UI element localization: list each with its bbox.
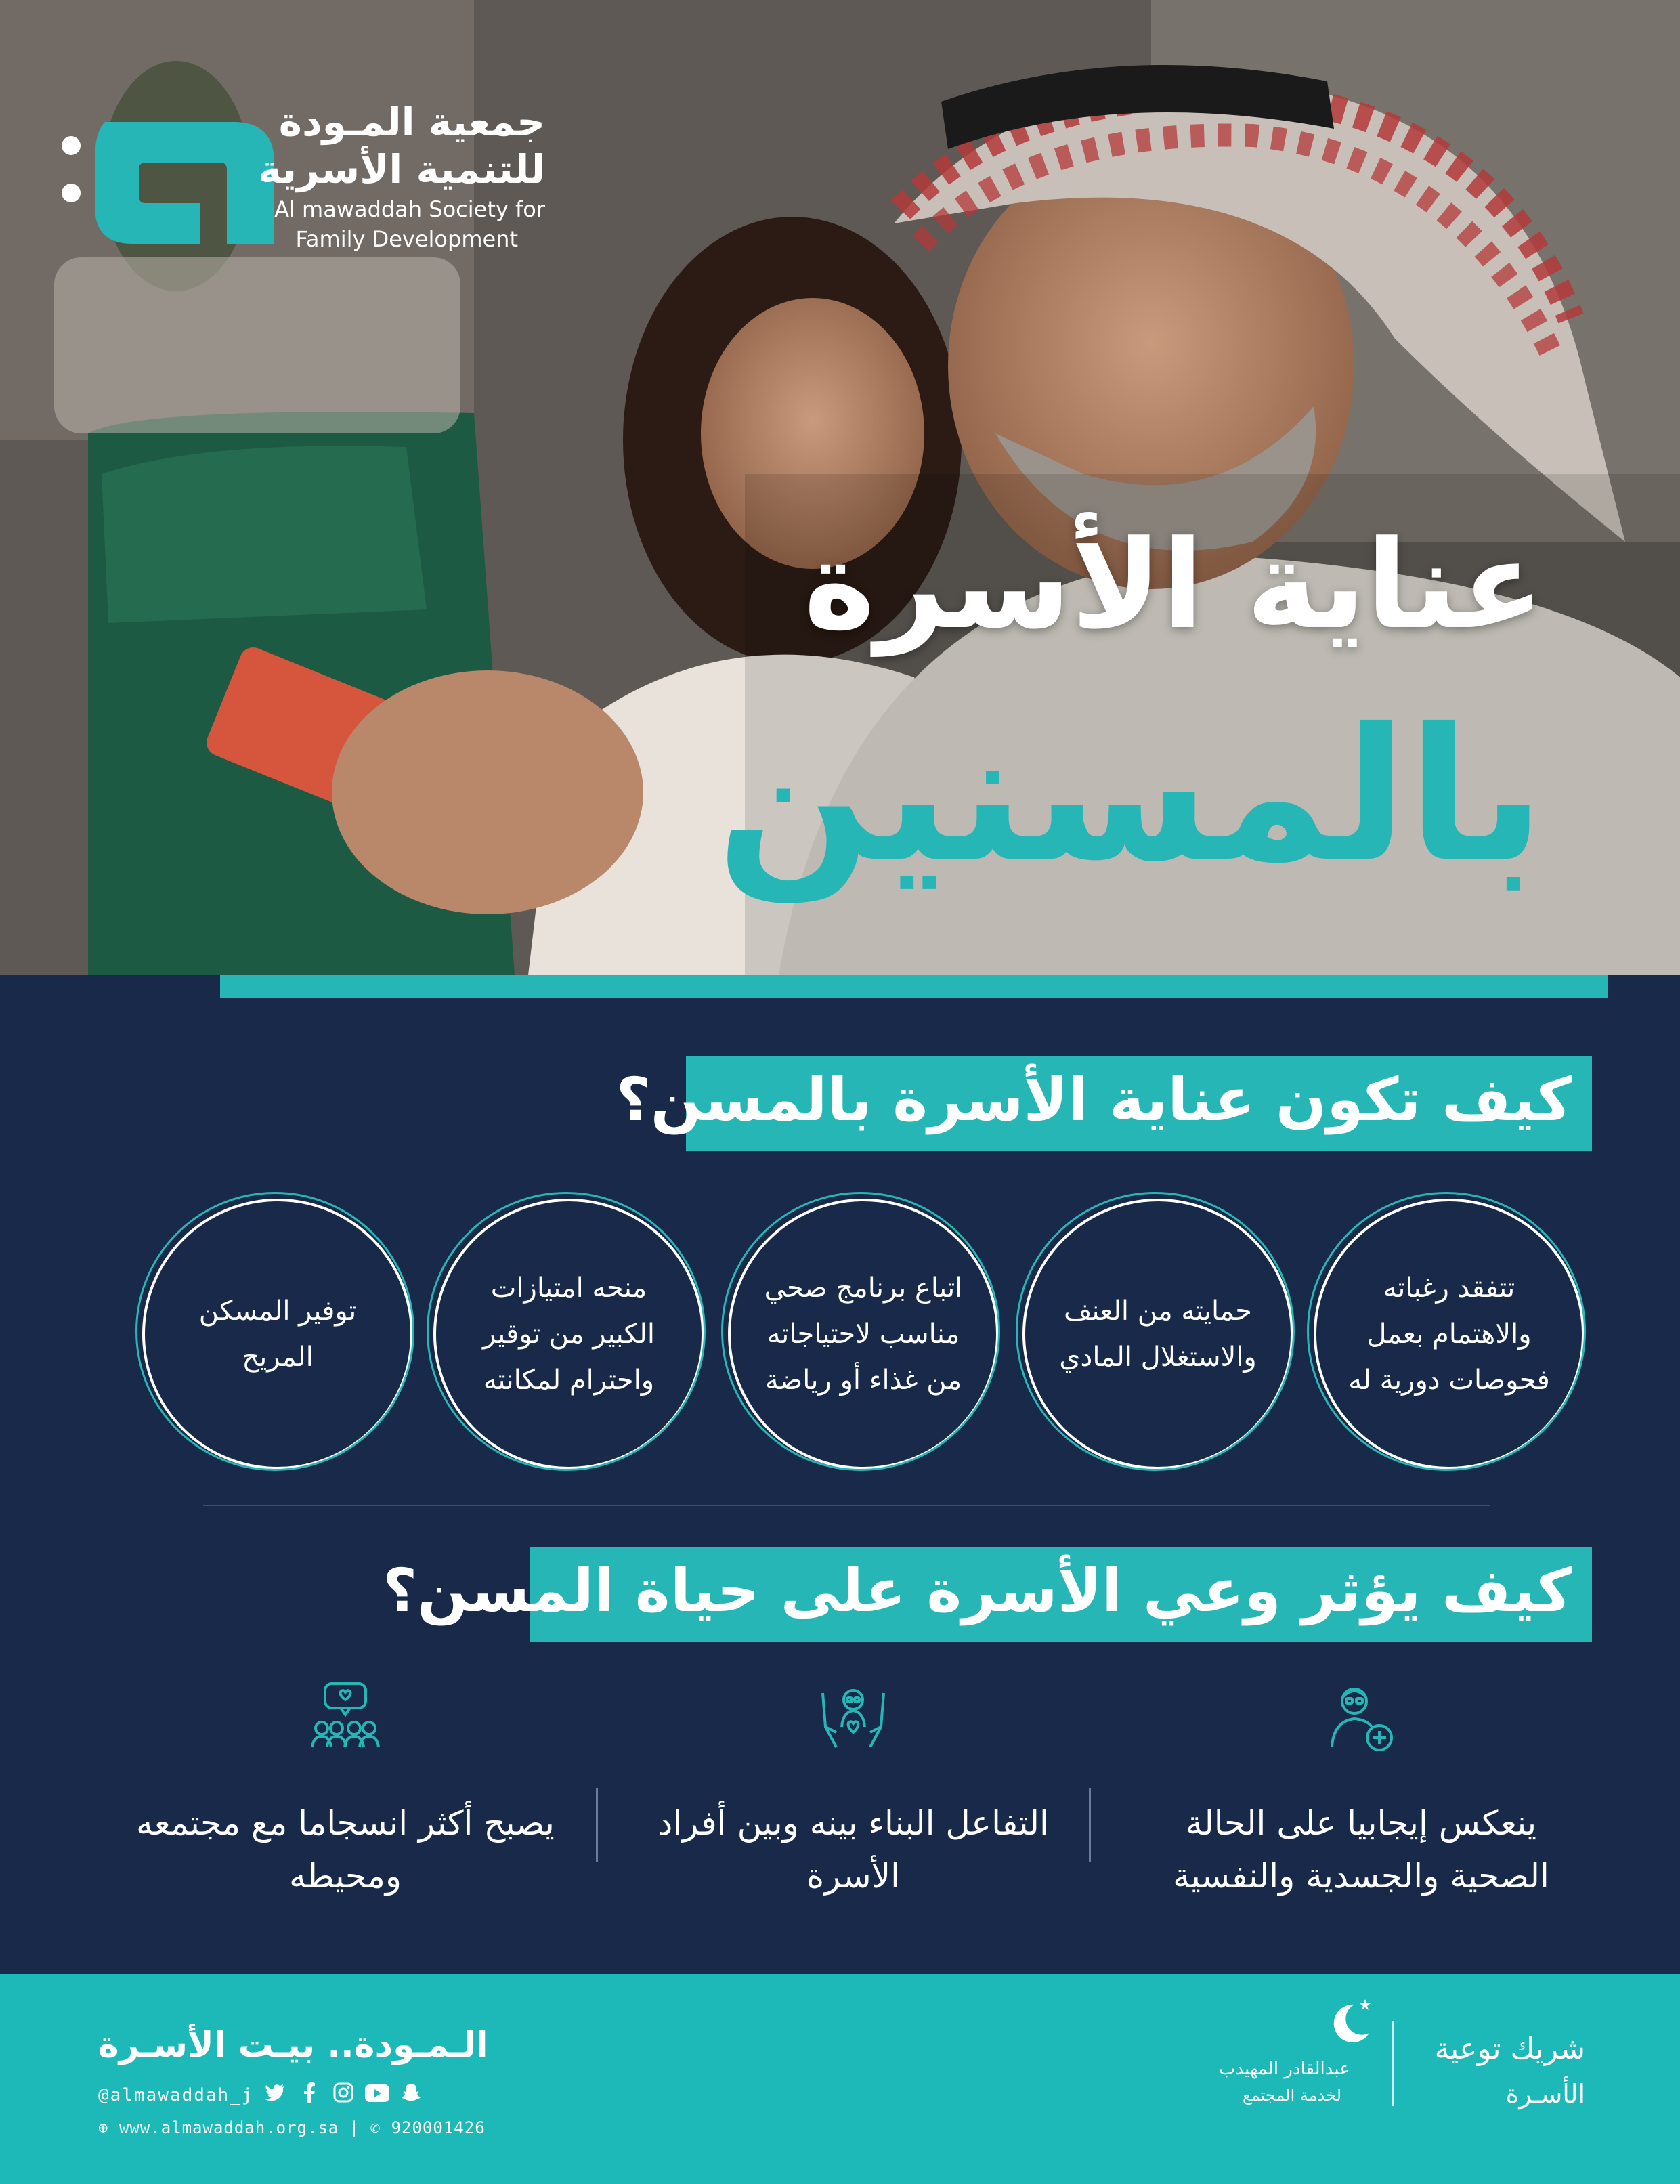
social-handle[interactable]: @almawaddah_j (98, 2085, 254, 2105)
logo-name-en-line1: Al mawaddah Society for (274, 196, 545, 222)
phone-icon: ✆ (370, 2118, 381, 2137)
effect-item (643, 1679, 1063, 1902)
care-item-circle (433, 1199, 704, 1470)
effect-item-text: ينعكس إيجابيا على الحالة الصحية والجسدية والنفسية (1173, 1803, 1549, 1896)
effect-item (1151, 1679, 1571, 1902)
effect-item-text: يصبح أكثر انسجاما مع مجتمعه ومحيطه (136, 1803, 555, 1896)
care-section-heading: كيف تكون عناية الأسرة بالمسن؟ (686, 1056, 1592, 1151)
partner-label-line2: الأسـرة (1505, 2079, 1585, 2109)
elder-health-plus-icon (1324, 1679, 1398, 1754)
accent-bar (220, 975, 1608, 998)
sponsor-subtitle: لخدمة المجتمع (1243, 2086, 1341, 2105)
contact-row (98, 2118, 486, 2137)
care-item-circle (1314, 1199, 1585, 1470)
youtube-icon[interactable] (365, 2084, 389, 2107)
footer (0, 1974, 1680, 2184)
care-item-circle (728, 1199, 999, 1470)
sponsor-name: عبدالقادر المهيدب (1219, 2059, 1350, 2079)
social-row (98, 2082, 423, 2108)
contact-separator: | (349, 2118, 370, 2137)
logo-name-ar-line1: جمعية المـودة (278, 99, 545, 145)
logo-name-en-line2: Family Development (295, 226, 518, 252)
section-divider (203, 1505, 1490, 1506)
logo-mark-icon (58, 95, 288, 257)
care-item-text: منحه امتيازات الكبير من توقير واحترام لمكانته (483, 1272, 655, 1396)
care-item-text: حمايته من العنف والاستغلال المادي (1059, 1296, 1257, 1373)
care-item-text: توفير المسكن المريح (198, 1296, 357, 1373)
care-item-text: تتفقد رغباته والاهتمام بعمل فحوصات دورية له (1348, 1272, 1550, 1396)
footer-separator (1392, 2021, 1394, 2106)
sponsor-crescent-icon (1327, 1998, 1375, 2045)
hero-title-line2: بالمسنين (716, 689, 1545, 902)
snapchat-icon[interactable] (399, 2082, 423, 2108)
twitter-icon[interactable] (263, 2083, 288, 2107)
hero-title-line1: عناية الأسرة (803, 515, 1545, 656)
footer-slogan: الـمـودة.. بيـت الأسـرة (98, 2025, 488, 2065)
globe-icon: ⊕ (98, 2118, 109, 2137)
facebook-icon[interactable] (297, 2082, 322, 2108)
society-logo (58, 95, 545, 257)
caring-hands-elder-icon (816, 1679, 890, 1754)
effect-separator (596, 1788, 598, 1862)
care-item-circle (1022, 1199, 1293, 1470)
hero-banner (0, 0, 1680, 975)
effects-section-heading: كيف يؤثر وعي الأسرة على حياة المسن؟ (530, 1547, 1592, 1642)
instagram-icon[interactable] (331, 2082, 356, 2108)
effect-separator (1089, 1788, 1091, 1862)
partner-label-line1: شريك توعية (1434, 2032, 1585, 2066)
care-item-text: اتباع برنامج صحي مناسب لاحتياجاته من غذاء أو رياضة (764, 1272, 963, 1396)
community-chat-icon (308, 1679, 383, 1754)
logo-name-ar-line2: للتنمية الأسرية (258, 146, 545, 192)
phone-number[interactable]: 920001426 (391, 2118, 486, 2137)
effect-item (135, 1679, 555, 1902)
website-link[interactable]: www.almawaddah.org.sa (119, 2118, 339, 2137)
care-item-circle (142, 1199, 413, 1470)
effect-item-text: التفاعل البناء بينه وبين أفراد الأسرة (658, 1803, 1049, 1896)
